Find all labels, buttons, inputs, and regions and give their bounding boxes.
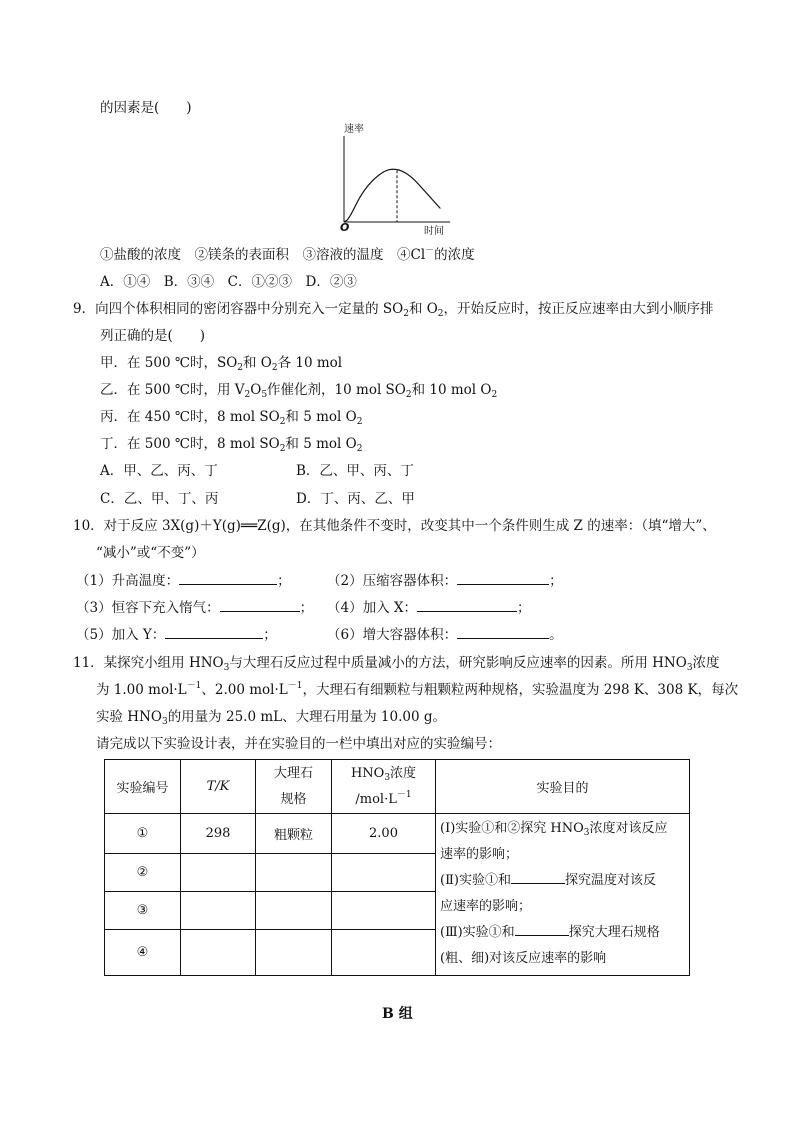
q9-option-ding: 丁．在 500 ℃时，8 mol $SO_2$和 5 mol $O_2$ — [100, 436, 363, 454]
q9-option-bing: 丙．在 450 ℃时，8 mol $SO_2$和 5 mol $O_2$ — [100, 409, 363, 427]
q11-line3: 实验 $HNO_3$的用量为 25.0 mL、大理石用量为 10.00 g。 — [96, 709, 446, 727]
header-hno3-concentration: $HNO_3$浓度 $/mol\cdot L^{-1}$ — [332, 760, 436, 814]
cell-temperature[interactable]: 298 — [181, 814, 256, 854]
q11-line2: 为 1.00 $mol\cdot L^{-1}$、2.00 $mol\cdot L^{-1}$，大理石有细颗粒与粗颗粒两种规格，实验温度为 298 K、308 K，每次 — [96, 681, 739, 698]
cell-no: ③ — [105, 892, 181, 930]
cell-no: ① — [105, 814, 181, 854]
header-temperature: T/K — [181, 760, 256, 814]
section-title: B 组 — [382, 1006, 413, 1022]
q9-choice-c: C．乙、甲、丁、丙 — [100, 491, 219, 507]
cell-concentration[interactable] — [332, 892, 436, 930]
q9-stem-line1: 9．向四个体积相同的密闭容器中分别充入一定量的 $SO_2$和 $O_2$，开始反应时，按正反应速率由大到小顺序排 — [73, 301, 714, 319]
purpose-1: (Ⅰ)实验①和②探究 $HNO_3$浓度对该反应 — [440, 821, 668, 838]
cell-spec[interactable] — [256, 930, 332, 976]
q10-item-2: （2）压缩容器体积： ； — [327, 569, 563, 589]
rate-time-chart — [330, 118, 460, 236]
chart-origin-label: O — [340, 221, 350, 234]
cell-purpose — [436, 814, 690, 976]
chart-xlabel: 时间 — [424, 226, 444, 236]
q10-item-3: （3）恒容下充入惰气： ； — [76, 596, 313, 616]
q9-choice-d: D．丁、丙、乙、甲 — [296, 491, 415, 507]
q10-item-5: （5）加入 Y： ； — [76, 623, 277, 643]
cell-no: ② — [105, 854, 181, 892]
q9-option-yi: 乙．在 500 ℃时，用 $V_2O_5$作催化剂，10 mol $SO_2$和 10 mol $O_2$ — [100, 382, 498, 400]
answer-blank-3[interactable] — [220, 597, 300, 612]
header-experiment-no: 实验编号 — [105, 760, 181, 814]
answer-blank-4[interactable] — [417, 597, 517, 612]
q10-stem-line1: 10．对于反应 3X(g)＋Y(g)══Z(g)，在其他条件不变时，改变其中一个条件则生成 Z 的速率：（填“增大”、 — [73, 518, 716, 534]
purpose-2-cont: 应速率的影响； — [440, 899, 532, 914]
purpose-3-blank[interactable] — [515, 921, 569, 936]
chart-ylabel: 速率 — [344, 124, 364, 135]
q8-options: ①盐酸的浓度 ②镁条的表面积 ③溶液的温度 ④Cl－的浓度 — [100, 246, 475, 263]
q10-item-4: （4）加入 X： ； — [327, 596, 531, 616]
purpose-1-cont: 速率的影响； — [440, 847, 519, 862]
experiment-design-table — [104, 759, 690, 976]
purpose-2: (Ⅱ)实验①和 探究温度对该反 — [440, 868, 685, 894]
q9-stem-line2: 列正确的是( ) — [100, 328, 206, 344]
cell-temperature[interactable] — [181, 892, 256, 930]
q9-choice-a: A．甲、乙、丙、丁 — [100, 463, 218, 479]
header-purpose: 实验目的 — [436, 760, 690, 814]
purpose-3: (Ⅲ)实验①和 探究大理石规格 — [440, 920, 685, 946]
cell-concentration[interactable] — [332, 854, 436, 892]
cell-temperature[interactable] — [181, 854, 256, 892]
q11-line1: 11．某探究小组用 $HNO_3$与大理石反应过程中质量减小的方法，研究影响反应速率的因素。所用 $HNO_3$浓度 — [73, 655, 720, 673]
q10-item-1: （1）升高温度： ； — [76, 569, 291, 589]
q8-choices: A．①④ B．③④ C．①②③ D．②③ — [100, 274, 357, 290]
q11-line4: 请完成以下实验设计表，并在实验目的一栏中填出对应的实验编号： — [96, 736, 501, 752]
rate-curve — [344, 169, 440, 222]
answer-blank-2[interactable] — [457, 570, 549, 585]
header-marble-spec: 大理石 规格 — [256, 760, 332, 814]
q8-stem-tail: 的因素是( ) — [100, 100, 192, 116]
q9-option-jia: 甲．在 500 ℃时，$SO_2$和 $O_2$各 10 mol — [100, 355, 343, 373]
cell-no: ④ — [105, 930, 181, 976]
q10-stem-line2: “减小”或“不变”） — [96, 545, 205, 561]
cell-spec[interactable] — [256, 854, 332, 892]
table-row — [105, 814, 690, 854]
cell-concentration[interactable]: 2.00 — [332, 814, 436, 854]
q10-item-6: （6）增大容器体积： 。 — [327, 623, 563, 643]
table-header-row — [105, 760, 690, 814]
purpose-2-blank[interactable] — [511, 869, 565, 884]
answer-blank-6[interactable] — [457, 624, 549, 639]
cell-temperature[interactable] — [181, 930, 256, 976]
q9-choice-b: B．乙、甲、丙、丁 — [296, 463, 414, 479]
cell-spec[interactable] — [256, 892, 332, 930]
cell-concentration[interactable] — [332, 930, 436, 976]
answer-blank-5[interactable] — [165, 624, 263, 639]
purpose-3-cont: (粗、细)对该反应速率的影响 — [440, 951, 607, 966]
cell-spec[interactable]: 粗颗粒 — [256, 814, 332, 854]
answer-blank-1[interactable] — [179, 570, 277, 585]
